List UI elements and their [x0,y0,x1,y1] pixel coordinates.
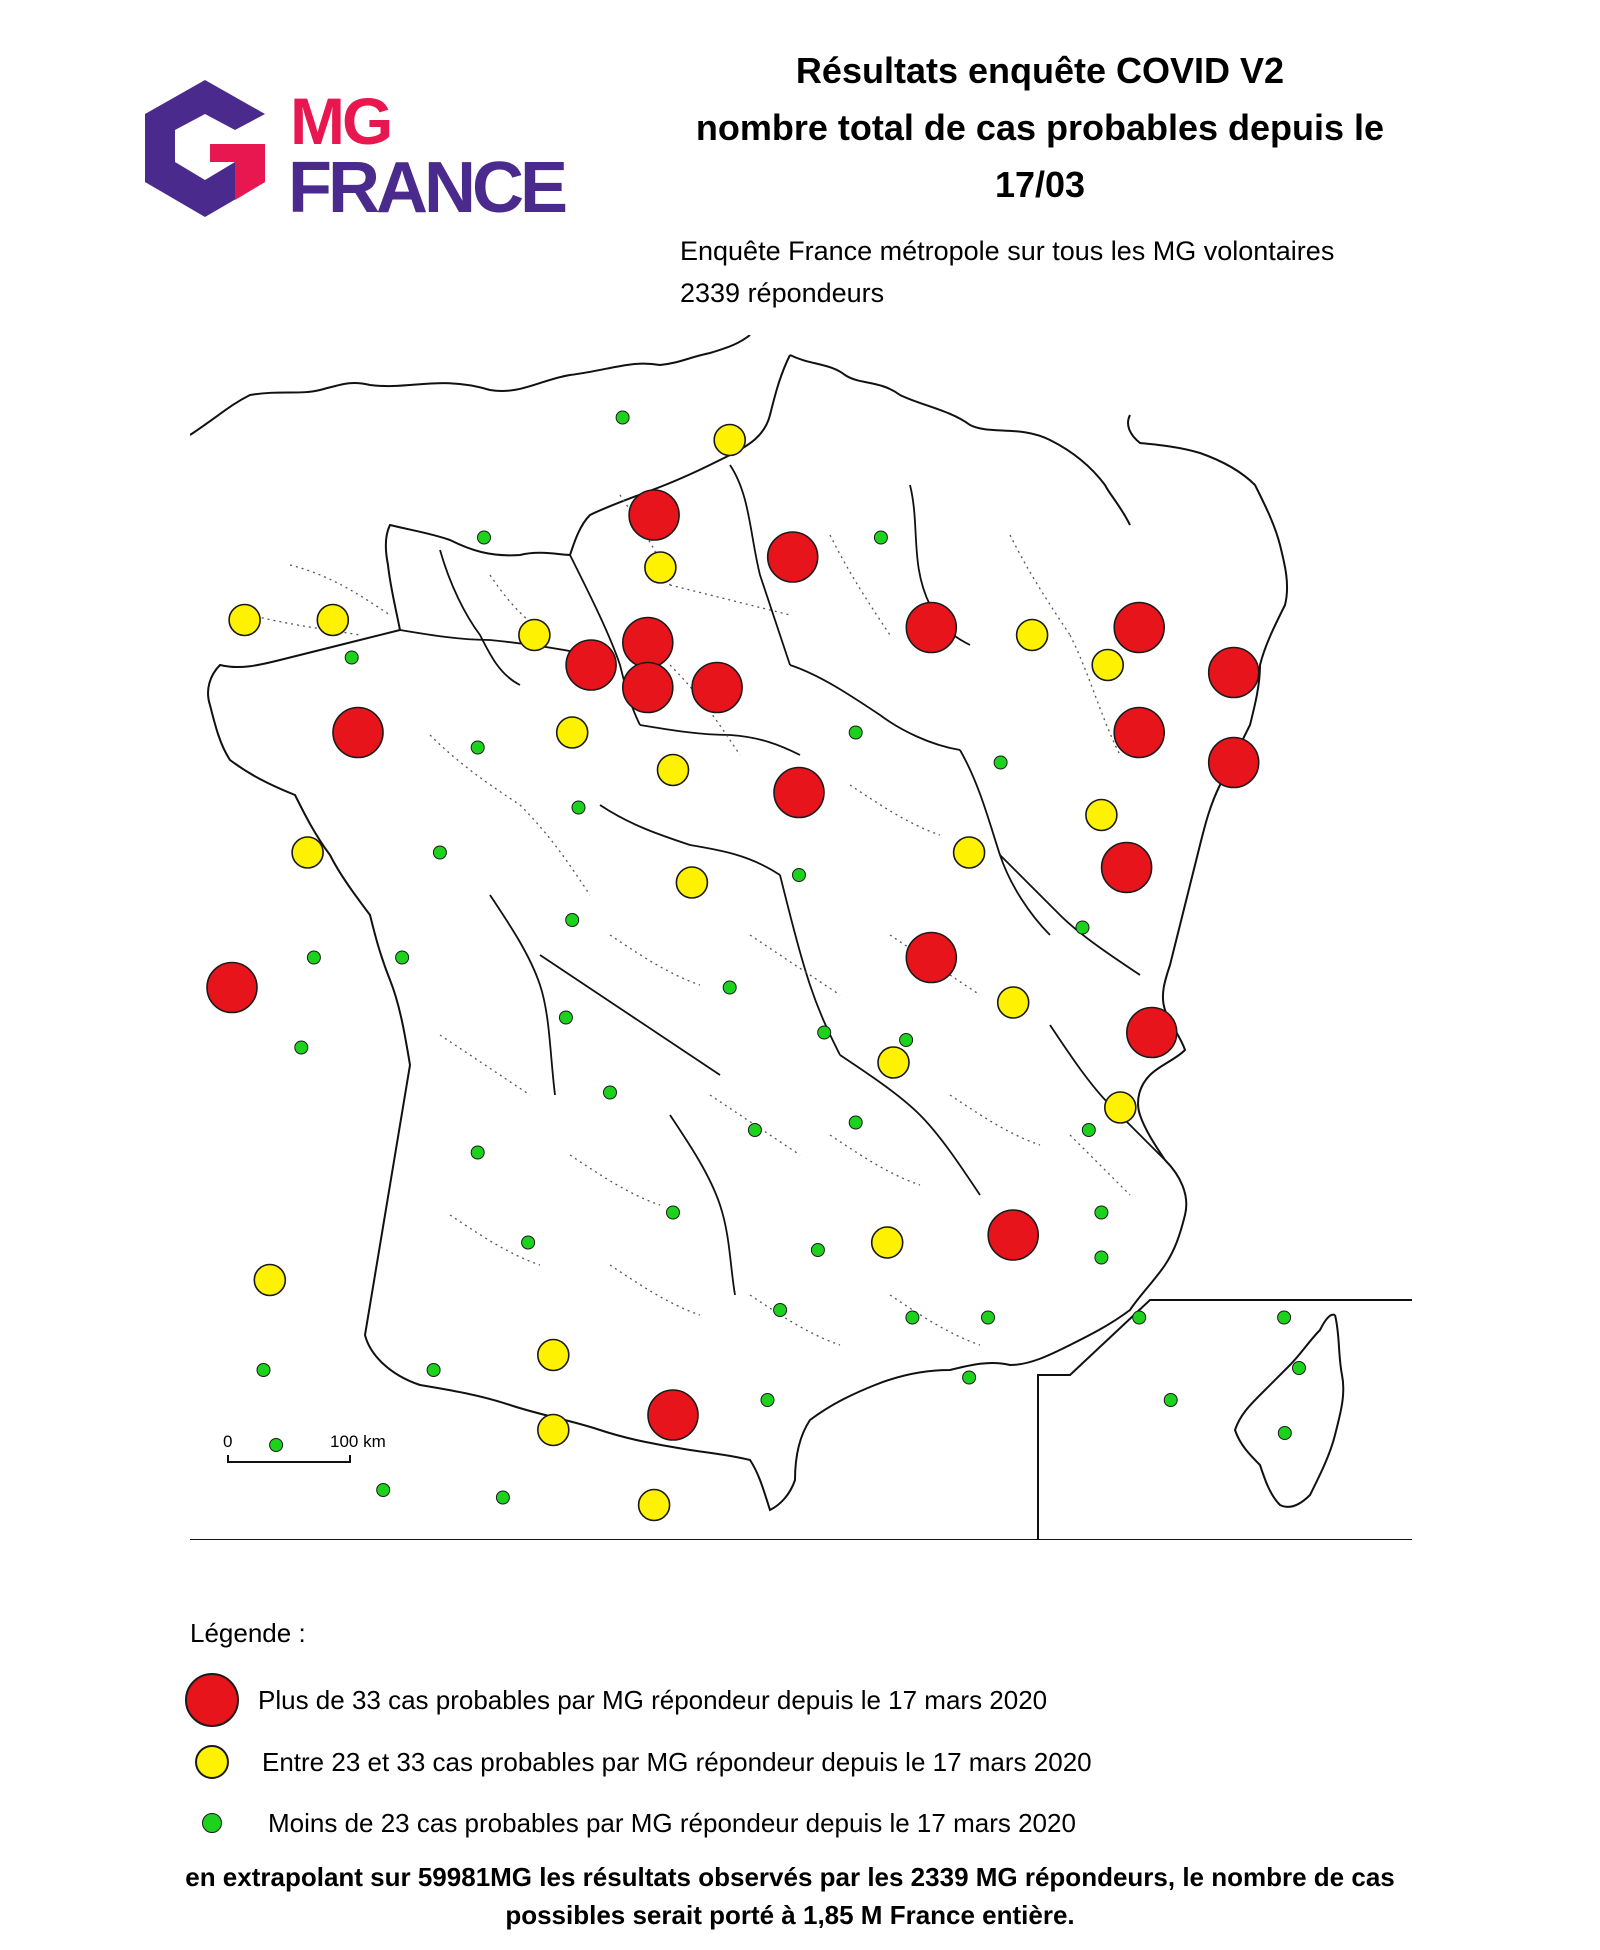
map-marker-low [572,801,585,814]
map-marker-high [1114,603,1164,653]
map-marker-low [1095,1251,1108,1264]
map-marker-low [982,1311,995,1324]
scale-bar-start: 0 [223,1432,233,1451]
legend-item-high [180,1670,1047,1730]
map-marker-low [559,1011,572,1024]
map-marker-low [478,531,491,544]
map-marker-mid [1092,650,1123,681]
map-marker-high [566,640,616,690]
mg-france-logo [140,72,640,232]
map-marker-mid [538,1340,569,1371]
map-marker-low [522,1236,535,1249]
legend-yellow-circle [195,1745,229,1779]
map-marker-low [295,1041,308,1054]
legend-heading: Légende : [190,1618,306,1648]
map-marker-low [900,1034,913,1047]
map-marker-low [818,1026,831,1039]
map-marker-high [623,618,673,668]
map-marker-mid [317,605,348,636]
map-marker-mid [714,425,745,456]
map-marker-low [616,411,629,424]
map-marker-mid [878,1047,909,1078]
map-marker-high [648,1390,698,1440]
map-marker-low [811,1244,824,1257]
map-marker-mid [954,837,985,868]
map-marker-mid [1086,800,1117,831]
title-line: 17/03 [994,164,1086,205]
map-marker-low [1278,1311,1291,1324]
subtitle [680,230,1334,314]
footer-line: possibles serait porté à 1,85 M France entière. [505,1900,1075,1930]
map-marker-low [849,726,862,739]
map-marker-low [774,1304,787,1317]
legend-label: Moins de 23 cas probables par MG répondeur depuis le 17 mars 2020 [268,1807,1076,1838]
map-marker-mid [229,605,260,636]
map-marker-low [496,1491,509,1504]
map-marker-mid [1017,620,1048,651]
map-marker-high [333,708,383,758]
map-marker-mid [872,1227,903,1258]
g-hexagon-mark-icon [145,80,265,217]
title-line: Résultats enquête COVID V2 [795,50,1285,91]
footer-line: en extrapolant sur 59981MG les résultats observés par les 2339 MG répondeurs, le nombre de cas [185,1862,1395,1892]
france-outline [208,355,1287,1510]
map-marker-low [1164,1394,1177,1407]
scale-bar-end: 100 km [330,1432,386,1451]
map-marker-high [1127,1008,1177,1058]
map-marker-mid [292,837,323,868]
map-marker-high [774,768,824,818]
map-marker-high [1209,648,1259,698]
page-title [660,42,1420,213]
map-marker-high [629,490,679,540]
map-marker-low [849,1116,862,1129]
footer-note [160,1858,1420,1934]
title-line: nombre total de cas probables depuis le [695,107,1385,148]
map-marker-high [768,532,818,582]
scale-bar [223,1432,386,1462]
map-markers [190,411,1305,1540]
northern-border [790,355,1130,525]
map-marker-high [988,1210,1038,1260]
map-marker-low [874,531,887,544]
legend-label: Plus de 33 cas probables par MG répondeur depuis le 17 mars 2020 [258,1684,1048,1715]
map-marker-low [1278,1427,1291,1440]
map-marker-high [1102,843,1152,893]
map-marker-low [906,1311,919,1324]
map-marker-low [1095,1206,1108,1219]
map-marker-low [566,914,579,927]
map-marker-high [906,603,956,653]
map-marker-mid [254,1265,285,1296]
map-marker-mid [1105,1092,1136,1123]
subtitle-line: 2339 répondeurs [680,278,885,308]
map-marker-mid [519,620,550,651]
map-marker-low [270,1439,283,1452]
map-marker-high [1209,738,1259,788]
map-marker-low [257,1364,270,1377]
legend-red-circle [185,1673,239,1727]
map-marker-low [396,951,409,964]
map-marker-mid [639,1490,670,1521]
map-marker-low [307,951,320,964]
england-coast [190,335,750,435]
map-marker-mid [676,867,707,898]
map-marker-mid [998,987,1029,1018]
map-marker-high [692,663,742,713]
logo-mg-text: MG [290,84,391,158]
map-marker-low [793,869,806,882]
map-marker-low [377,1484,390,1497]
map-marker-low [471,1146,484,1159]
map-marker-low [433,846,446,859]
corsica-outline [1235,1315,1343,1507]
map-outlines [190,335,1412,1540]
legend-item-low [180,1793,1076,1853]
france-map [190,335,1412,1540]
map-marker-low [723,981,736,994]
legend-item-mid [180,1732,1092,1792]
map-marker-low [1076,921,1089,934]
map-marker-high [207,963,257,1013]
map-marker-low [667,1206,680,1219]
map-marker-mid [538,1415,569,1446]
map-marker-low [1133,1311,1146,1324]
map-marker-high [906,933,956,983]
logo-france-text: FRANCE [288,148,564,228]
legend-label: Entre 23 et 33 cas probables par MG répondeur depuis le 17 mars 2020 [262,1746,1092,1777]
map-marker-low [748,1124,761,1137]
map-marker-low [761,1394,774,1407]
map-marker-low [604,1086,617,1099]
legend-green-circle [202,1813,222,1833]
map-marker-mid [557,717,588,748]
map-marker-low [1082,1124,1095,1137]
map-marker-low [427,1364,440,1377]
map-marker-low [963,1371,976,1384]
map-marker-mid [645,552,676,583]
region-borders [400,465,1165,1295]
map-marker-low [994,756,1007,769]
subtitle-line: Enquête France métropole sur tous les MG volontaires [680,236,1335,266]
map-marker-high [623,663,673,713]
map-marker-mid [658,755,689,786]
map-marker-low [1293,1362,1306,1375]
corsica-frame [1038,1300,1412,1540]
map-marker-high [1114,708,1164,758]
map-marker-low [345,651,358,664]
map-marker-low [471,741,484,754]
